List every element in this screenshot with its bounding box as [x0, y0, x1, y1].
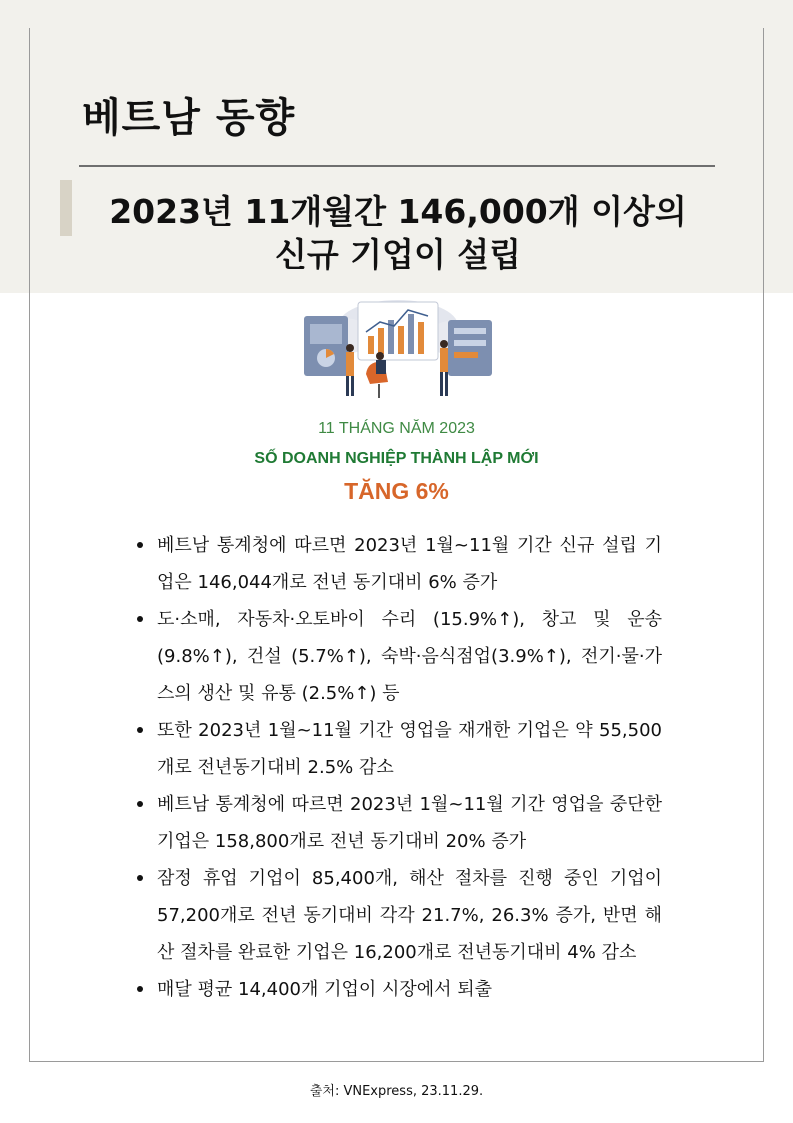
bullet-item: 매달 평균 14,400개 기업이 시장에서 퇴출	[135, 971, 662, 1008]
headline	[80, 190, 716, 276]
headline-line-2: 신규 기업이 설립	[274, 235, 522, 274]
title-divider	[79, 165, 715, 167]
bullet-item: 잠정 휴업 기업이 85,400개, 해산 절차를 진행 중인 기업이 57,200개로 전년 동기대비 각각 21.7%, 26.3% 증가, 반면 해산 절차를 완료한 기업은 16,200개로 전년동기대비 4% 감소	[135, 860, 662, 971]
bullet-item: 도·소매, 자동차·오토바이 수리 (15.9%↑), 창고 및 운송 (9.8%↑), 건설 (5.7%↑), 숙박·음식점업(3.9%↑), 전기·물·가스의 생산 및 유통 (2.5%↑) 등	[135, 601, 662, 712]
bullet-item: 베트남 통계청에 따르면 2023년 1월~11월 기간 영업을 중단한 기업은 158,800개로 전년 동기대비 20% 증가	[135, 786, 662, 860]
info-growth: TĂNG 6%	[344, 478, 449, 504]
bullet-list	[135, 527, 662, 1008]
source-credit: 출처: VNExpress, 23.11.29.	[309, 1084, 484, 1099]
section-title: 베트남 동향	[82, 95, 296, 141]
info-period: 11 THÁNG NĂM 2023	[318, 420, 475, 437]
bullet-item: 또한 2023년 1월~11월 기간 영업을 재개한 기업은 약 55,500개로 전년동기대비 2.5% 감소	[135, 712, 662, 786]
headline-line-1: 2023년 11개월간 146,000개 이상의	[109, 192, 687, 231]
business-analytics-illustration	[298, 296, 498, 404]
info-subject: SỐ DOANH NGHIỆP THÀNH LẬP MỚI	[254, 450, 539, 467]
headline-accent-bar	[60, 180, 72, 236]
bullet-item: 베트남 통계청에 따르면 2023년 1월~11월 기간 신규 설립 기업은 146,044개로 전년 동기대비 6% 증가	[135, 527, 662, 601]
